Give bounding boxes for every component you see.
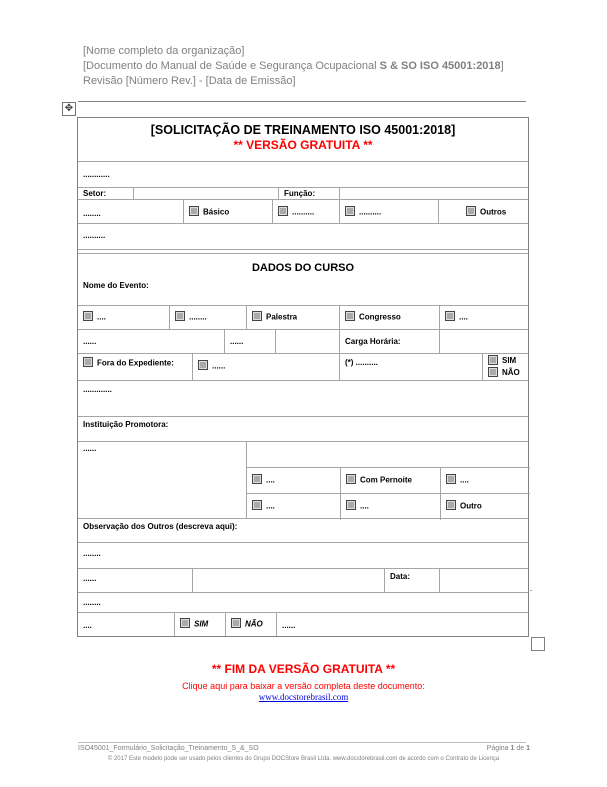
instituicao-label: Instituição Promotora:: [83, 420, 169, 429]
event-option-b-label: ........: [189, 312, 207, 322]
checkbox-icon[interactable]: [446, 474, 456, 484]
header-divider: [78, 101, 526, 102]
checkbox-icon[interactable]: [231, 618, 241, 628]
approval-nao[interactable]: [225, 613, 276, 636]
row9-field-c[interactable]: (*) ..........: [339, 354, 482, 380]
checkbox-icon[interactable]: [252, 311, 262, 321]
checkbox-icon[interactable]: [252, 474, 262, 484]
option-nao[interactable]: [488, 367, 525, 379]
checkbox-icon[interactable]: [345, 206, 355, 216]
row19-field-d[interactable]: ......: [276, 613, 530, 636]
form-title-block: [78, 118, 528, 161]
option-com-pernoite[interactable]: [340, 468, 440, 494]
approval-sim-label: SIM: [194, 619, 209, 629]
event-option-a-label: ....: [97, 312, 106, 322]
logistics-option-e-label: ....: [360, 501, 369, 511]
checkbox-icon[interactable]: [488, 355, 498, 365]
checkbox-icon[interactable]: [278, 206, 288, 216]
logistics-option-e[interactable]: [340, 494, 440, 520]
funcao-label: Função:: [278, 188, 339, 199]
option-level-d-label: ..........: [359, 207, 382, 217]
checkbox-icon[interactable]: [83, 357, 93, 367]
row10-field[interactable]: .............: [83, 385, 112, 394]
form-row-data: [78, 568, 528, 592]
revision-line: Revisão [Número Rev.] - [Data de Emissão]: [83, 75, 296, 87]
footer-divider: [78, 742, 526, 743]
data-field[interactable]: [439, 569, 533, 593]
approval-sim[interactable]: [174, 613, 225, 636]
form-row-carga: [78, 329, 528, 353]
data-label: Data:: [384, 569, 439, 592]
event-option-b[interactable]: [169, 306, 246, 329]
doc-manual-suffix: ]: [500, 60, 504, 72]
form-row-level: [78, 199, 528, 223]
option-outros-label: Outros: [480, 207, 507, 217]
checkbox-icon[interactable]: [198, 360, 208, 370]
checkbox-icon[interactable]: [252, 500, 262, 510]
page-prefix: Página: [486, 745, 511, 752]
option-sim[interactable]: [488, 355, 525, 367]
event-option-palestra-label: Palestra: [266, 312, 298, 322]
fora-expediente-label: Fora do Expediente:: [97, 358, 174, 368]
event-option-a[interactable]: [78, 306, 169, 329]
form-row-expediente: [78, 353, 528, 380]
option-outro[interactable]: [440, 494, 531, 520]
form-row-16: [78, 542, 528, 568]
section-course-data: [78, 253, 528, 278]
logistics-options: [246, 442, 530, 518]
page-current: 1: [510, 745, 515, 752]
logistics-blank: [247, 442, 530, 467]
option-level-d[interactable]: [339, 200, 438, 223]
doc-manual-prefix: [Documento do Manual de Saúde e Segurança Ocupacional: [83, 60, 380, 72]
checkbox-icon[interactable]: [488, 367, 498, 377]
logistics-option-a-label: ....: [266, 475, 275, 485]
level-field-a[interactable]: ........: [83, 209, 101, 218]
checkbox-icon[interactable]: [466, 206, 476, 216]
option-level-c-label: ..........: [292, 207, 315, 217]
form-row-approval: [78, 612, 528, 636]
option-outros[interactable]: [438, 200, 530, 223]
row12-field[interactable]: ......: [83, 444, 97, 453]
checkbox-icon[interactable]: [189, 206, 199, 216]
checkbox-icon[interactable]: [180, 618, 190, 628]
row17-field-a[interactable]: ......: [83, 574, 97, 583]
checkbox-icon[interactable]: [446, 500, 456, 510]
promo-title: ** FIM DA VERSÃO GRATUITA **: [211, 662, 396, 676]
checkbox-icon[interactable]: [346, 474, 356, 484]
form-row-4: [78, 223, 528, 249]
promo-link[interactable]: www.docstorebrasil.com: [258, 692, 349, 702]
table-move-handle-icon[interactable]: ✥: [62, 102, 76, 116]
end-of-cell-mark: .: [530, 584, 533, 593]
form-title: [SOLICITAÇÃO DE TREINAMENTO ISO 45001:2018]: [150, 123, 456, 137]
form-row-logistics: [78, 441, 528, 518]
form-row-obs: [78, 518, 528, 542]
event-option-e-label: ....: [459, 312, 468, 322]
form-row-10: [78, 380, 528, 416]
sim-nao-group: [482, 354, 530, 380]
checkbox-icon[interactable]: [175, 311, 185, 321]
row8-field-c[interactable]: [275, 330, 339, 353]
checkbox-icon[interactable]: [83, 311, 93, 321]
observacao-label: Observação dos Outros (descreva aqui):: [83, 522, 238, 531]
option-level-c[interactable]: [272, 200, 339, 223]
doc-standard: S & SO ISO 45001:2018: [379, 60, 501, 72]
setor-label: Setor:: [83, 189, 107, 198]
carga-horaria-field[interactable]: [439, 330, 530, 353]
form-row-18: [78, 592, 528, 612]
org-name: [Nome completo da organização]: [83, 45, 245, 57]
document-header: [83, 44, 504, 89]
name-field[interactable]: ............: [83, 170, 110, 179]
carga-horaria-label: Carga Horária:: [339, 330, 439, 353]
logistics-option-d[interactable]: [247, 494, 340, 520]
footer-doc-name: ISO45001_Formulário_Solicitação_Treinamento_S_&_SO: [78, 745, 259, 752]
expediente-option-b[interactable]: [192, 354, 339, 380]
row19-field-a[interactable]: ....: [83, 621, 92, 630]
footer-copyright: © 2017 Este modelo pode ser usado pelos clientes do Grupo DOCStore Brasil Ltda. www.docstorebrasil.com de acordo com o Contrato de Licença: [107, 756, 500, 762]
training-request-form: [77, 117, 529, 637]
row8-field-b[interactable]: ......: [224, 330, 275, 353]
event-option-congresso[interactable]: [339, 306, 439, 329]
row8-field-a[interactable]: ......: [83, 337, 97, 346]
logistics-row-b: [247, 493, 530, 520]
row16-field[interactable]: ........: [83, 549, 101, 558]
logistics-option-d-label: ....: [266, 501, 275, 511]
form-row-setor: [78, 187, 528, 199]
doc-manual-line: [83, 59, 504, 74]
nome-evento-label: Nome do Evento:: [83, 281, 149, 290]
option-com-pernoite-label: Com Pernoite: [360, 475, 413, 485]
option-nao-label: NÃO: [502, 368, 520, 378]
fora-expediente-option[interactable]: [78, 354, 192, 380]
event-option-palestra[interactable]: [246, 306, 339, 329]
section-title-dados-curso: DADOS DO CURSO: [251, 262, 355, 274]
table-resize-handle-icon[interactable]: [531, 637, 545, 651]
option-outro-label: Outro: [460, 501, 482, 511]
form-row-event-type: [78, 305, 528, 329]
funcao-field[interactable]: [339, 188, 530, 199]
setor-field[interactable]: [133, 188, 278, 199]
form-row-name: [78, 161, 528, 187]
event-option-congresso-label: Congresso: [359, 312, 401, 322]
approval-nao-label: NÃO: [245, 619, 263, 629]
logistics-option-c[interactable]: [440, 468, 531, 494]
row4-field[interactable]: ..........: [83, 231, 106, 240]
logistics-option-a[interactable]: [247, 468, 340, 494]
form-row-evento: [78, 278, 528, 305]
event-option-e[interactable]: [439, 306, 530, 329]
checkbox-icon[interactable]: [345, 311, 355, 321]
row18-field[interactable]: ........: [83, 598, 101, 607]
option-sim-label: SIM: [502, 356, 517, 365]
checkbox-icon[interactable]: [445, 311, 455, 321]
promo-subtitle[interactable]: Clique aqui para baixar a versão completa deste documento:: [182, 681, 425, 691]
page-total: 1: [526, 745, 530, 752]
footer-page-number: [470, 745, 530, 752]
logistics-row-a: [247, 467, 530, 494]
logistics-option-c-label: ....: [460, 475, 469, 485]
checkbox-icon[interactable]: [346, 500, 356, 510]
row17-field-b[interactable]: [192, 569, 384, 592]
form-row-instituicao: [78, 416, 528, 441]
free-version-banner: ** VERSÃO GRATUITA **: [233, 138, 373, 152]
expediente-option-b-label: ......: [212, 361, 226, 371]
page-mid: de: [514, 745, 527, 752]
option-basico-label: Básico: [203, 207, 230, 217]
option-basico[interactable]: [183, 200, 272, 223]
